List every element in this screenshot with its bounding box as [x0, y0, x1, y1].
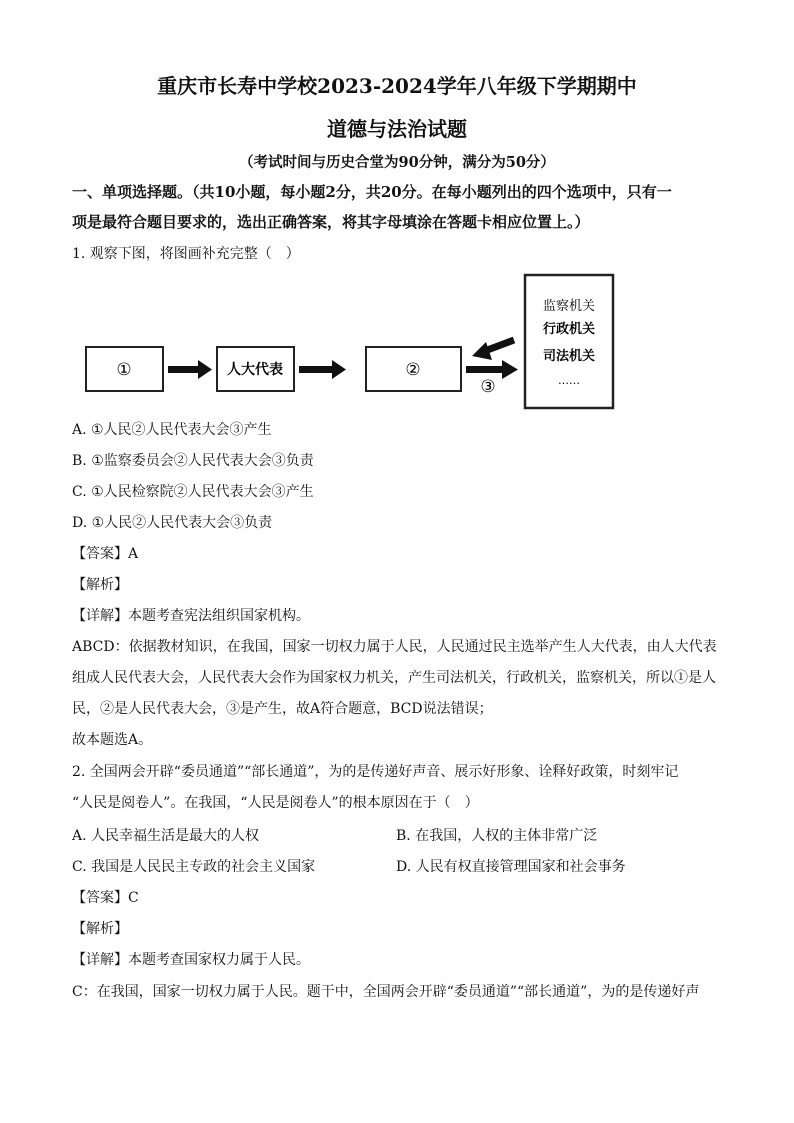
question-1-option-c: C. ①人民检察院②人民代表大会③产生 [72, 484, 314, 500]
question-2-option-d: D. 人民有权直接管理国家和社会事务 [396, 859, 626, 875]
question-1-option-d: D. ①人民②人民代表大会③负责 [72, 515, 273, 531]
question-2-stem-line-2: “人民是阅卷人”。在我国，“人民是阅卷人”的根本原因在于（ ） [72, 795, 479, 811]
diagram-right-box [525, 275, 613, 408]
diagram-right-box-item-3: 司法机关 [542, 349, 596, 364]
question-1-diagram [84, 272, 624, 412]
diagram-arrow-1 [168, 360, 212, 379]
question-2-analysis-label: 【解析】 [72, 921, 128, 937]
question-1-option-b: B. ①监察委员会②人民代表大会③负责 [72, 453, 314, 469]
exam-subject: 道德与法治试题 [327, 117, 467, 141]
section-heading-line1: 一、单项选择题。（共10小题，每小题2分，共20分。在每小题列出的四个选项中，只有一 [72, 183, 672, 201]
exam-info: （考试时间与历史合堂为90分钟，满分为50分） [239, 154, 555, 171]
diagram-right-box-item-1: 监察机关 [542, 299, 596, 314]
question-1-explanation-line-2: 组成人民代表大会，人民代表大会作为国家权力机关，产生司法机关，行政机关，监察机关，所以①是人 [72, 670, 716, 686]
question-2-explanation-line-1: C：在我国，国家一切权力属于人民。题干中，全国两会开辟“委员通道”“部长通道”，为的是传递好声 [72, 984, 700, 1000]
question-1-analysis-label: 【解析】 [72, 577, 128, 593]
question-2-stem-line-1: 2. 全国两会开辟“委员通道”“部长通道”，为的是传递好声音、展示好形象、诠释好政策，时刻牢记 [72, 764, 679, 780]
question-1-detail: 【详解】本题考查宪法组织国家机构。 [72, 608, 310, 624]
diagram-box-3-label: ② [405, 360, 421, 380]
question-1-explanation-line-1: ABCD：依据教材知识，在我国，国家一切权力属于人民，人民通过民主选举产生人大代表，由人大代表 [72, 639, 717, 655]
question-2-option-a: A. 人民幸福生活是最大的人权 [72, 828, 260, 844]
diagram-arrow-diagonal [472, 340, 514, 360]
question-2-detail: 【详解】本题考查国家权力属于人民。 [72, 952, 310, 968]
section-heading-line2: 项是最符合题目要求的，选出正确答案，将其字母填涂在答题卡相应位置上。） [72, 213, 590, 231]
question-2-option-c: C. 我国是人民民主专政的社会主义国家 [72, 859, 316, 875]
question-2-answer: 【答案】C [72, 890, 139, 906]
question-2-option-b: B. 在我国，人权的主体非常广泛 [396, 828, 598, 844]
diagram-box-1-label: ① [116, 360, 132, 380]
diagram-right-box-item-2: 行政机关 [542, 322, 596, 337]
question-1-option-a: A. ①人民②人民代表大会③产生 [72, 422, 272, 438]
question-1-explanation-line-4: 故本题选A。 [72, 732, 153, 748]
diagram-arrow-2 [299, 360, 346, 379]
question-1-answer: 【答案】A [72, 546, 139, 562]
question-1-stem: 1. 观察下图，将图画补充完整（ ） [72, 246, 300, 262]
exam-title: 重庆市长寿中学校2023-2024学年八年级下学期期中 [157, 74, 637, 98]
diagram-box-2-label: 人大代表 [227, 362, 283, 378]
diagram-right-box-item-4: …… [558, 374, 580, 387]
question-1-explanation-line-3: 民，②是人民代表大会，③是产生，故A符合题意，BCD说法错误； [72, 701, 493, 717]
diagram-marker-3: ③ [480, 377, 496, 397]
